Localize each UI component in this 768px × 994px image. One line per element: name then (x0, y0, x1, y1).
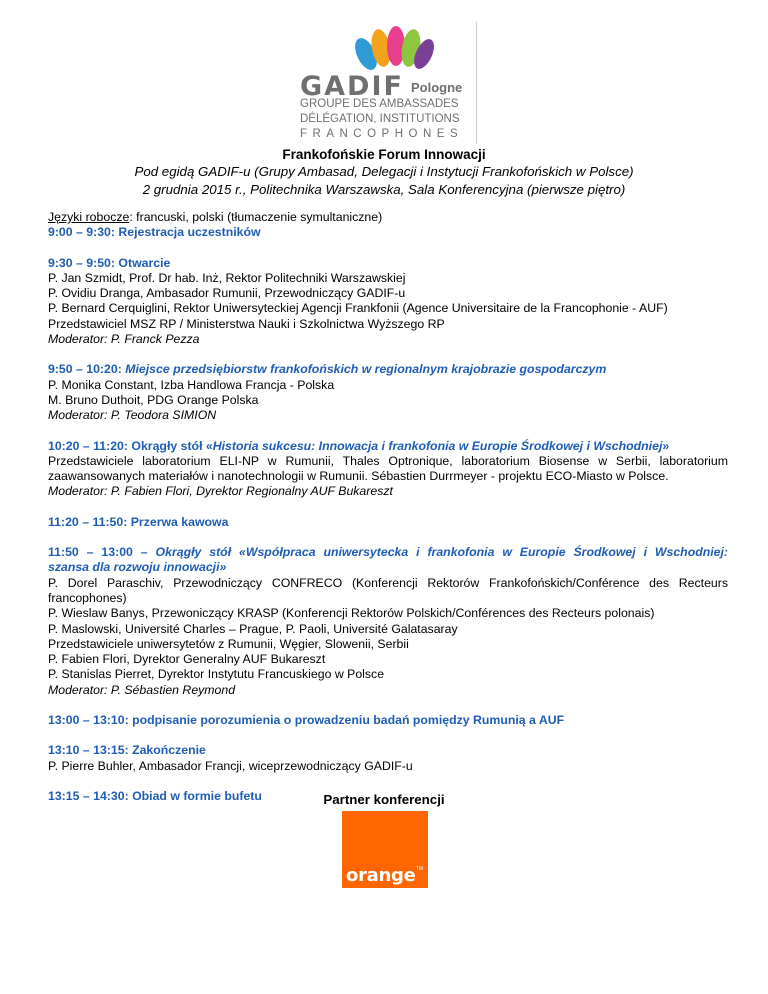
opening-moderator: Moderator: P. Franck Pezza (48, 332, 200, 347)
opening-speaker: Przedstawiciel MSZ RP / Ministerstwa Nauki i Szkolnictwa Wyższego RP (48, 316, 445, 331)
session4-time: 11:50 – 13:00 – (48, 545, 156, 560)
lunch-heading: 13:15 – 14:30: Obiad w formie bufetu (48, 788, 262, 803)
languages-label: Języki robocze (48, 210, 130, 224)
session3-text: zaawansowanych materiałów i nanotechnologii w Rumunii. Sébastien Durrmeyer - projektu ECO-Miasto w Polsce. (48, 469, 669, 484)
logo-line-1: GROUPE DES AMBASSADES (300, 98, 459, 110)
opening-speaker: P. Jan Szmidt, Prof. Dr hab. Inż, Rektor Politechniki Warszawskiej (48, 270, 406, 285)
logo-country: Pologne (411, 80, 463, 95)
document-subtitle: Pod egidą GADIF-u (Grupy Ambasad, Delegacji i Instytucji Frankofońskich w Polsce) (134, 164, 634, 179)
signing-heading: 13:00 – 13:10: podpisanie porozumienia o prowadzeniu badań pomiędzy Rumunią a AUF (48, 713, 565, 728)
session4-speaker: P. Stanislas Pierret, Dyrektor Instytutu Francuskiego w Polsce (48, 667, 385, 682)
document-date-place: 2 grudnia 2015 r., Politechnika Warszawska, Sala Konferencyjna (pierwsze piętro) (142, 182, 626, 197)
session4-speaker: P. Maslowski, Université Charles – Prague, P. Paoli, Université Galatasaray (48, 621, 458, 636)
coffee-break: 11:20 – 11:50: Przerwa kawowa (48, 514, 229, 529)
session3-moderator: Moderator: P. Fabien Flori, Dyrektor Regionalny AUF Bukareszt (48, 484, 393, 499)
logo-wordmark: GADIF (300, 71, 404, 102)
session3-close: » (662, 438, 670, 453)
languages-line (48, 210, 728, 225)
orange-logo-text: orange (346, 865, 416, 886)
session4-title-cont: szansa dla rozwoju innowacji» (48, 560, 227, 575)
logo-line-3: FRANCOPHONES (300, 128, 464, 140)
orange-logo (342, 811, 428, 888)
session2-time: 9:50 – 10:20: (48, 362, 126, 377)
session3-text: Przedstawiciele laboratorium ELI-NP w Rumunii, Thales Optronique, laboratorium Biosense w Serbii, laboratorium (48, 453, 728, 468)
program (48, 210, 728, 804)
session4-title: Okrągły stół «Współpraca uniwersytecka i frankofonia w Europie Środkowej i Wschodniej: (155, 545, 728, 560)
session3-title: Historia sukcesu: Innowacja i frankofonia w Europie Środkowej i Wschodniej (212, 438, 663, 453)
session4-speaker-cont: francophones) (48, 590, 127, 605)
session4-speaker: P. Wieslaw Banys, Przewoniczący KRASP (Konferencji Rektorów Polskich/Conférences des Recteurs polonais) (48, 606, 655, 621)
session4-speaker: Przedstawiciele uniwersytetów z Rumunii, Węgier, Slowenii, Serbii (48, 636, 409, 651)
opening-heading: 9:30 – 9:50: Otwarcie (48, 255, 171, 270)
session2-title: Miejsce przedsiębiorstw frankofońskich w regionalnym krajobrazie gospodarczym (125, 362, 607, 377)
languages-value: : francuski, polski (tłumaczenie symultaniczne) (129, 210, 383, 224)
session3-heading (48, 439, 728, 454)
session3-time: 10:20 – 11:20: Okrągły stół « (48, 438, 213, 453)
session4-heading (48, 545, 728, 560)
opening-speaker: P. Ovidiu Dranga, Ambasador Rumunii, Przewodniczący GADIF-u (48, 286, 406, 301)
session2-speaker: P. Monika Constant, Izba Handlowa Francja - Polska (48, 377, 335, 392)
registration-heading: 9:00 – 9:30: Rejestracja uczestników (48, 225, 261, 240)
partner-title: Partner konferencji (323, 792, 445, 807)
document-title: Frankofońskie Forum Innowacji (282, 147, 486, 162)
session4-moderator: Moderator: P. Sébastien Reymond (48, 682, 236, 697)
closing-heading: 13:10 – 13:15: Zakończenie (48, 743, 206, 758)
session2-heading (48, 362, 728, 377)
session4-speaker: P. Fabien Flori, Dyrektor Generalny AUF Bukareszt (48, 652, 326, 667)
orange-logo-tm: TM (415, 866, 423, 872)
closing-speaker: P. Pierre Buhler, Ambasador Francji, wiceprzewodniczący GADIF-u (48, 758, 413, 773)
logo-line-2: DÉLÉGATION, INSTITUTIONS (300, 113, 460, 125)
session2-moderator: Moderator: P. Teodora SIMION (48, 408, 217, 423)
session4-speaker: P. Dorel Paraschiv, Przewodniczący CONFRECO (Konferencji Rektorów Frankofońskich/Conférence des Recteurs (48, 575, 728, 590)
session2-speaker: M. Bruno Duthoit, PDG Orange Polska (48, 392, 259, 407)
gadif-logo (290, 24, 480, 144)
logo-divider (476, 22, 477, 144)
opening-speaker: P. Bernard Cerquiglini, Rektor Uniwersyteckiej Agencji Frankfonii (Agence Universitaire de la Francophonie - AUF) (48, 301, 668, 316)
petals-icon (348, 24, 438, 74)
